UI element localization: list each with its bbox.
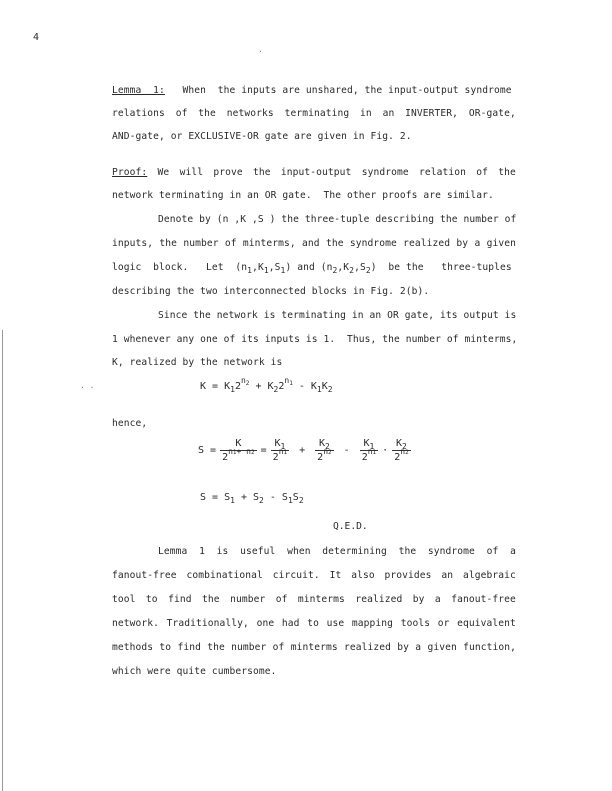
lemma-line-3: AND-gate, or EXCLUSIVE-OR gate are given in Fig. 2. [112, 131, 412, 142]
qed-mark: Q.E.D. [333, 521, 368, 532]
para3-line-1 [158, 546, 516, 557]
margin-marks: . . [80, 381, 95, 390]
word: INVERTER, [405, 108, 459, 119]
para3-line-2 [112, 570, 516, 581]
word: mapping [351, 618, 394, 629]
fraction-k2: $\frac{K_2}{2^{n2}}$ [317, 438, 332, 463]
word: given [486, 238, 516, 249]
proof-label: Proof: [112, 167, 148, 178]
word: prove [213, 167, 243, 178]
word: networks [226, 108, 274, 119]
word: an [441, 570, 454, 581]
word: syndrome [427, 546, 475, 557]
equation-syndrome: $S = S_1 + S_2 - S_1S_2$ [200, 492, 304, 505]
fraction-k1: $\frac{K_1}{2^{n1}}$ [272, 438, 288, 463]
word: relation [418, 167, 466, 178]
word: Traditionally, [166, 618, 249, 629]
word: to [307, 618, 319, 629]
page-number: 4 [33, 32, 40, 43]
para1-line-4: describing the two interconnected blocks in Fig. 2(b). [112, 286, 430, 297]
word: combinational [186, 570, 263, 581]
word: when [287, 546, 311, 557]
word: the [498, 167, 516, 178]
word: number [183, 238, 219, 249]
para1-line-3: logic block. Let $(n_1,K_1,S_1)$ and $(n_2,K_2,S_2)$ be the three-tuples [112, 262, 512, 275]
word: and [302, 238, 320, 249]
word: a [510, 546, 516, 557]
equation-syndrome-fraction: S = $\frac{K}{2^{n1+ n2}}$ = $\frac{K_1}{2^{n1}}$ + $\frac{K_2}{2^{n2}}$ - $\frac{K_1}{2^{n1}}$ · $\frac{K_2}{2^{n2}}$ [198, 438, 409, 463]
para1-line-2 [112, 238, 516, 249]
lemma-label: Lemma 1: [112, 85, 165, 96]
proof-line-2: network terminating in an OR gate. The other proofs are similar. [112, 190, 494, 201]
word: the [253, 167, 271, 178]
word: an [382, 108, 395, 119]
word: provides [384, 570, 432, 581]
word: the [202, 594, 220, 605]
word: useful [240, 546, 276, 557]
word: or [437, 618, 450, 629]
word: network. [112, 618, 160, 629]
word: fanout-free [451, 594, 516, 605]
para3-line-3 [112, 594, 516, 605]
word: tool [112, 594, 136, 605]
word: OR-gate, [468, 108, 516, 119]
word: the [325, 238, 344, 249]
word: of [175, 108, 188, 119]
word: by [456, 238, 469, 249]
word: function, [463, 642, 516, 653]
word: methods [112, 642, 154, 653]
word: 1 [199, 546, 205, 557]
word: fanout-free [112, 570, 177, 581]
word: syndrome [349, 238, 397, 249]
word: of [272, 642, 285, 653]
para3-line-6: which were quite cumbersome. [112, 666, 277, 677]
para2-line-1: Since the network is terminating in an OR gate, its output is [158, 310, 517, 321]
word: determining [322, 546, 387, 557]
word: find [177, 642, 201, 653]
word: a [415, 642, 422, 653]
scan-edge-line [2, 330, 3, 791]
word: minterms [290, 642, 338, 653]
word: input-output [280, 167, 352, 178]
word: of [486, 546, 499, 557]
word: of [224, 238, 237, 249]
word: by [412, 594, 425, 605]
lemma-line-1: Lemma 1: When the inputs are unshared, the input-output syndrome [112, 85, 512, 96]
fraction-k1-product: $\frac{K_1}{2^{n1}}$ [361, 438, 377, 463]
speck-mark: . [258, 45, 263, 54]
word: had [281, 618, 300, 629]
word: of [476, 167, 489, 178]
word: find [168, 594, 192, 605]
word: one [256, 618, 275, 629]
word: a [434, 594, 441, 605]
fraction-k2-product: $\frac{K_2}{2^{n2}}$ [394, 438, 409, 463]
word: to [145, 594, 158, 605]
word: We [157, 167, 170, 178]
word: number [230, 594, 266, 605]
word: will [179, 167, 204, 178]
word: the [398, 546, 417, 557]
word: circuit. [272, 570, 320, 581]
word: use [326, 618, 345, 629]
word: is [216, 546, 229, 557]
word: Lemma [158, 546, 188, 557]
word: also [351, 570, 375, 581]
word: realized [403, 238, 451, 249]
word: It [329, 570, 342, 581]
para2-line-3: K, realized by the network is [112, 357, 283, 368]
word: minterms [297, 594, 345, 605]
para2-line-2: 1 whenever any one of its inputs is 1. Thus, the number of minterms, [112, 334, 518, 345]
equation-minterms: $K = K_12^{n_2} + K_22^{n_1} - K_1K_2$ [200, 376, 333, 394]
proof-line-1 [112, 167, 516, 178]
lemma-line-2 [112, 108, 516, 119]
word: of [275, 594, 288, 605]
word: in [360, 108, 372, 119]
word: terminating [284, 108, 350, 119]
word: realized [355, 594, 403, 605]
word: a [474, 238, 481, 249]
word: inputs, [112, 238, 154, 249]
word: tools [400, 618, 431, 629]
word: to [159, 642, 172, 653]
para3-line-5 [112, 642, 516, 653]
word: the [159, 238, 178, 249]
word: given [427, 642, 457, 653]
word: relations [112, 108, 165, 119]
word: equivalent [457, 618, 516, 629]
word: the [207, 642, 225, 653]
para3-line-4 [112, 618, 516, 629]
word: realized [343, 642, 391, 653]
fraction-k-over-2n: $\frac{K}{2^{n1+ n2}}$ [222, 438, 255, 463]
para1-line-1: Denote by (n ,K ,S ) the three-tuple describing the number of [158, 214, 517, 225]
word: number [231, 642, 267, 653]
word: algebraic [463, 570, 516, 581]
word: minterms, [242, 238, 296, 249]
hence-label: hence, [112, 418, 148, 429]
word: the [198, 108, 216, 119]
word: syndrome [361, 167, 409, 178]
word: by [397, 642, 410, 653]
